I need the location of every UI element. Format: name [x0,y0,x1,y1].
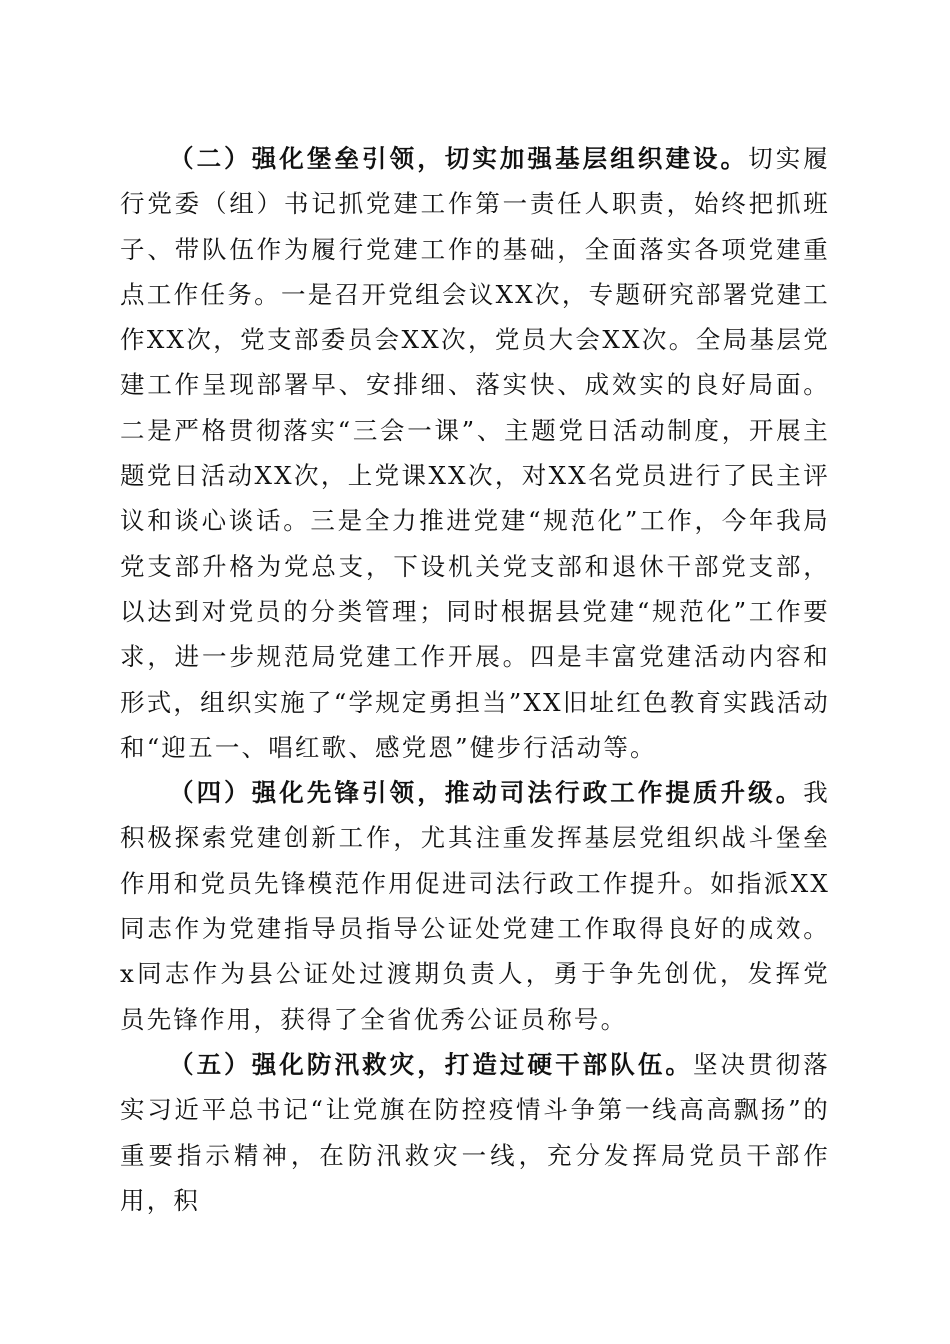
paragraph-body: 切实履行党委（组）书记抓党建工作第一责任人职责，始终把抓班子、带队伍作为履行党建工作的基础，全面落实各项党建重点工作任务。一是召开党组会议XX次，专题研究部署党建工作XX次，党支部委员会XX次，党员大会XX次。全局基层党建工作呈现部署早、安排细、落实快、成效实的良好局面。二是严格贯彻落实“三会一课”、主题党日活动制度，开展主题党日活动XX次，上党课XX次，对XX名党员进行了民主评议和谈心谈话。三是全力推进党建“规范化”工作，今年我局党支部升格为党总支，下设机关党支部和退休干部党支部，以达到对党员的分类管理；同时根据县党建“规范化”工作要求，进一步规范局党建工作开展。四是丰富党建活动内容和形式，组织实施了“学规定勇担当”XX旧址红色教育实践活动和“迎五一、唱红歌、感党恩”健步行活动等。 [120,144,830,762]
paragraph-body: 坚决贯彻落实习近平总书记“让党旗在防控疫情斗争第一线高高飘扬”的重要指示精神，在防汛救灾一线，充分发挥局党员干部作用，积 [120,1049,830,1215]
paragraph-heading: （二）强化堡垒引领，切实加强基层组织建设。 [169,144,749,173]
paragraph-heading: （四）强化先锋引领，推动司法行政工作提质升级。 [169,778,804,808]
paragraph-heading: （五）强化防汛救灾，打造过硬干部队伍。 [169,1049,693,1079]
paragraph-body: 我积极探索党建创新工作，尤其注重发挥基层党组织战斗堡垒作用和党员先锋模范作用促进司法行政工作提升。如指派XX同志作为党建指导员指导公证处党建工作取得良好的成效。x同志作为县公证处过渡期负责人，勇于争先创优，发挥党员先锋作用，获得了全省优秀公证员称号。 [120,778,830,1034]
document-body [120,136,830,1223]
paragraph-strengthen-fortress [120,136,830,770]
paragraph-strengthen-flood-relief [120,1042,830,1223]
paragraph-strengthen-vanguard [120,770,830,1042]
